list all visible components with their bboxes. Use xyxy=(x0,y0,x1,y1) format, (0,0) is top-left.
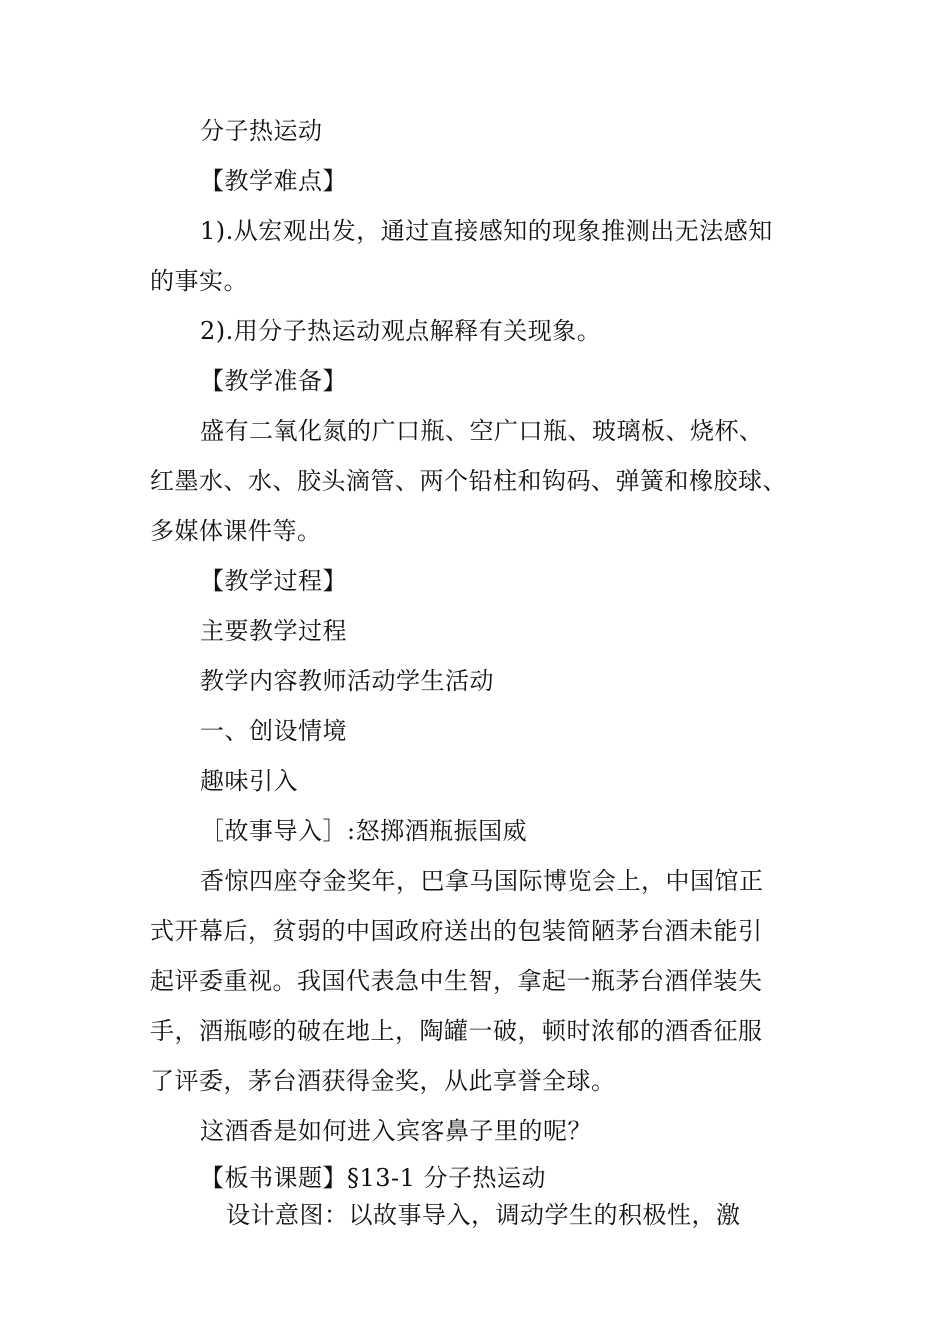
section-heading-topic: 【板书课题】§13-1 分子热运动 xyxy=(200,1164,547,1192)
text-line: 趣味引入 xyxy=(200,767,298,795)
text-line: 一、创设情境 xyxy=(200,717,347,745)
text-line: 红墨水、水、胶头滴管、两个铅柱和钩码、弹簧和橡胶球、 xyxy=(150,467,787,495)
text-line: 教学内容教师活动学生活动 xyxy=(200,667,494,695)
text-line: 盛有二氧化氮的广口瓶、空广口瓶、玻璃板、烧杯、 xyxy=(200,417,764,445)
text-line: 手，酒瓶嘭的破在地上，陶罐一破，顿时浓郁的酒香征服 xyxy=(150,1017,763,1045)
text-line: 了评委，茅台酒获得金奖，从此享誉全球。 xyxy=(150,1067,616,1095)
text-line: 香惊四座夺金奖年，巴拿马国际博览会上，中国馆正 xyxy=(200,867,764,895)
section-heading-preparation: 【教学准备】 xyxy=(200,367,347,395)
text-line: 式开幕后，贫弱的中国政府送出的包装简陋茅台酒未能引 xyxy=(150,917,763,945)
text-line: 的事实。 xyxy=(150,267,248,295)
text-line: 起评委重视。我国代表急中生智，拿起一瓶茅台酒佯装失 xyxy=(150,967,763,995)
text-line: 2).用分子热运动观点解释有关现象。 xyxy=(200,317,602,345)
text-line: 设计意图：以故事导入，调动学生的积极性，激 xyxy=(226,1201,741,1229)
text-line: ［故事导入］:怒掷酒瓶振国威 xyxy=(200,817,528,845)
text-line: 这酒香是如何进入宾客鼻子里的呢？ xyxy=(200,1117,592,1145)
section-heading-process: 【教学过程】 xyxy=(200,567,347,595)
text-line: 主要教学过程 xyxy=(200,617,347,645)
text-line: 多媒体课件等。 xyxy=(150,517,322,545)
section-heading-difficulty: 【教学难点】 xyxy=(200,167,347,195)
text-line: 1).从宏观出发，通过直接感知的现象推测出无法感知 xyxy=(200,217,773,245)
text-line: 分子热运动 xyxy=(200,117,323,145)
